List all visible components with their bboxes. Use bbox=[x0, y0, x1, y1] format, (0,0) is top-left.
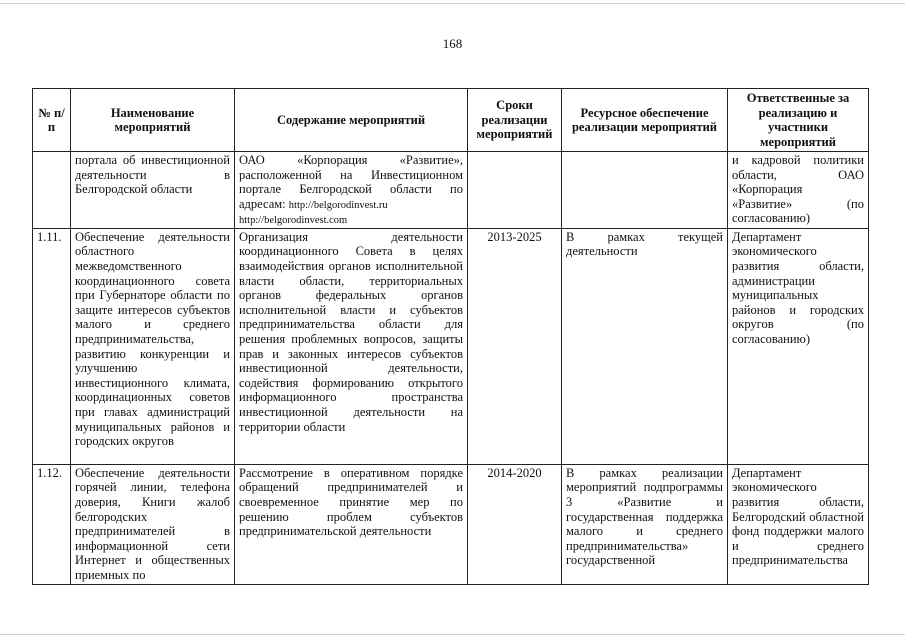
table-row bbox=[33, 228, 869, 464]
header-terms: Сроки реализации мероприятий bbox=[468, 89, 562, 152]
page-number: 168 bbox=[442, 36, 463, 51]
cell-num: 1.11. bbox=[33, 228, 71, 464]
cell-content: Рассмотрение в оперативном порядке обращений предпринимателей и своевременное принятие мер по решению проблем субъектов предпринимательской деятельности bbox=[235, 464, 468, 584]
cell-name: Обеспечение деятельности областного межведомственного координационного совета при Губернаторе области по защите интересов субъектов малого и среднего предпринимательства, развитию конкуренции и улучшению инвестиционного климата, координационных советов при главах администраций муниципальных районов и городских округов bbox=[71, 228, 235, 464]
cell-resources: В рамках реализации мероприятий подпрограммы 3 «Развитие и государственная поддержка малого и среднего предпринимательства» государственной bbox=[562, 464, 728, 584]
cell-terms: 2014-2020 bbox=[468, 464, 562, 584]
table-row bbox=[33, 152, 869, 229]
measures-table bbox=[32, 88, 869, 585]
cell-content bbox=[235, 152, 468, 229]
cell-content-text: ОАО «Корпорация «Развитие», расположенной на Инвестиционном портале Белгородской области по адресам: bbox=[239, 153, 463, 211]
cell-name: портала об инвестиционной деятельности в Белгородской области bbox=[71, 152, 235, 229]
content-url-com: http://belgorodinvest.com bbox=[239, 214, 348, 226]
cell-name: Обеспечение деятельности горячей линии, телефона доверия, Книги жалоб белгородских предпринимателей в информационной сети Интернет и общественных приемных по bbox=[71, 464, 235, 584]
cell-terms bbox=[468, 152, 562, 229]
scan-edge-bottom bbox=[0, 634, 905, 635]
cell-resources bbox=[562, 152, 728, 229]
cell-responsible: и кадровой политики области, ОАО «Корпорация «Развитие» (по согласованию) bbox=[728, 152, 869, 229]
header-name: Наименование мероприятий bbox=[71, 89, 235, 152]
cell-num: 1.12. bbox=[33, 464, 71, 584]
cell-responsible: Департамент экономического развития области, Белгородский областной фонд поддержки малого и среднего предпринимательства bbox=[728, 464, 869, 584]
cell-num bbox=[33, 152, 71, 229]
cell-responsible: Департамент экономического развития области, администрации муниципальных районов и городских округов (по согласованию) bbox=[728, 228, 869, 464]
cell-content: Организация деятельности координационного Совета в целях взаимодействия органов исполнительной власти области, территориальных органов федеральных органов исполнительной власти и субъектов предпринимательства области для решения проблемных вопросов, защиты прав и законных интересов субъектов инвестиционной деятельности, содействия формированию открытого информационного пространства инвестиционной деятельности на территории области bbox=[235, 228, 468, 464]
header-resources: Ресурсное обеспечение реализации мероприятий bbox=[562, 89, 728, 152]
table-row bbox=[33, 464, 869, 584]
header-content: Содержание мероприятий bbox=[235, 89, 468, 152]
header-responsible: Ответственные за реализацию и участники мероприятий bbox=[728, 89, 869, 152]
table-header-row bbox=[33, 89, 869, 152]
header-num: № п/п bbox=[33, 89, 71, 152]
scan-edge-top bbox=[0, 3, 905, 4]
cell-resources: В рамках текущей деятельности bbox=[562, 228, 728, 464]
content-url-ru: http://belgorodinvest.ru bbox=[288, 199, 388, 211]
cell-terms: 2013-2025 bbox=[468, 228, 562, 464]
